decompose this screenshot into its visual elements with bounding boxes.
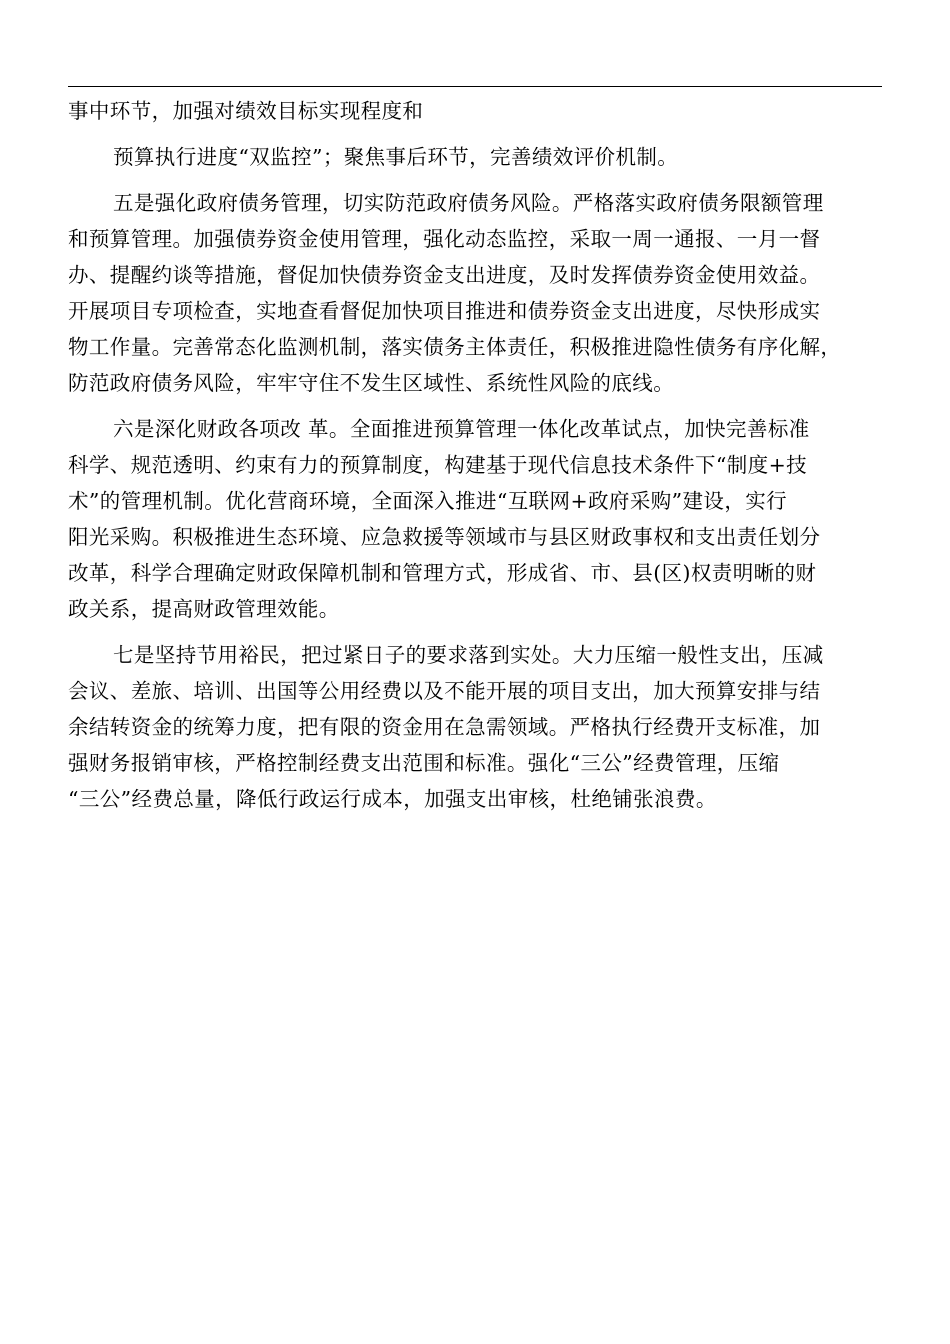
text-line: 开展项目专项检查，实地查看督促加快项目推进和债券资金支出进度，尽快形成实 [68,299,821,323]
text-line: 改革，科学合理确定财政保障机制和管理方式，形成省、市、县(区)权责明晰的财 [68,561,817,585]
text-line: 防范政府债务风险，牢牢守住不发生区域性、系统性风险的底线。 [68,371,675,395]
text-line: “三公”经费总量，降低行政运行成本，加强支出审核，杜绝铺张浪费。 [68,787,717,811]
text-line: 办、提醒约谈等措施，督促加快债券资金支出进度，及时发挥债券资金使用效益。 [68,263,821,287]
text-line: 事中环节，加强对绩效目标实现程度和 [68,99,424,123]
text-line: 余结转资金的统筹力度，把有限的资金用在急需领域。严格执行经费开支标准，加 [68,715,821,739]
paragraph-austerity [68,637,882,817]
text-line: 物工作量。完善常态化监测机制，落实债务主体责任，积极推进隐性债务有序化解， [68,335,842,359]
text-line: 强财务报销审核，严格控制经费支出范围和标准。强化“三公”经费管理，压缩 [68,751,780,775]
paragraph-fiscal-reform [68,411,882,627]
text-line: 科学、规范透明、约束有力的预算制度，构建基于现代信息技术条件下“制度+技 [68,453,808,477]
paragraph-debt-management [68,185,882,401]
text-line: 和预算管理。加强债券资金使用管理，强化动态监控，采取一周一通报、一月一督 [68,227,821,251]
text-line: 预算执行进度“双监控”；聚焦事后环节，完善绩效评价机制。 [113,145,679,169]
text-line: 术”的管理机制。优化营商环境，全面深入推进“互联网+政府采购”建设，实行 [68,489,788,513]
paragraph-continuation [68,93,882,129]
text-line: 六是深化财政各项改 革。全面推进预算管理一体化改革试点，加快完善标准 [113,417,810,441]
text-line: 七是坚持节用裕民，把过紧日子的要求落到实处。大力压缩一般性支出，压减 [113,643,824,667]
text-line: 会议、差旅、培训、出国等公用经费以及不能开展的项目支出，加大预算安排与结 [68,679,821,703]
text-line: 阳光采购。积极推进生态环境、应急救援等领域市与县区财政事权和支出责任划分 [68,525,821,549]
text-line: 五是强化政府债务管理，切实防范政府债务风险。严格落实政府债务限额管理 [113,191,824,215]
paragraph-performance-monitoring [68,139,882,175]
header-rule [68,86,882,87]
text-line: 政关系，提高财政管理效能。 [68,597,340,621]
document-body [68,93,882,817]
